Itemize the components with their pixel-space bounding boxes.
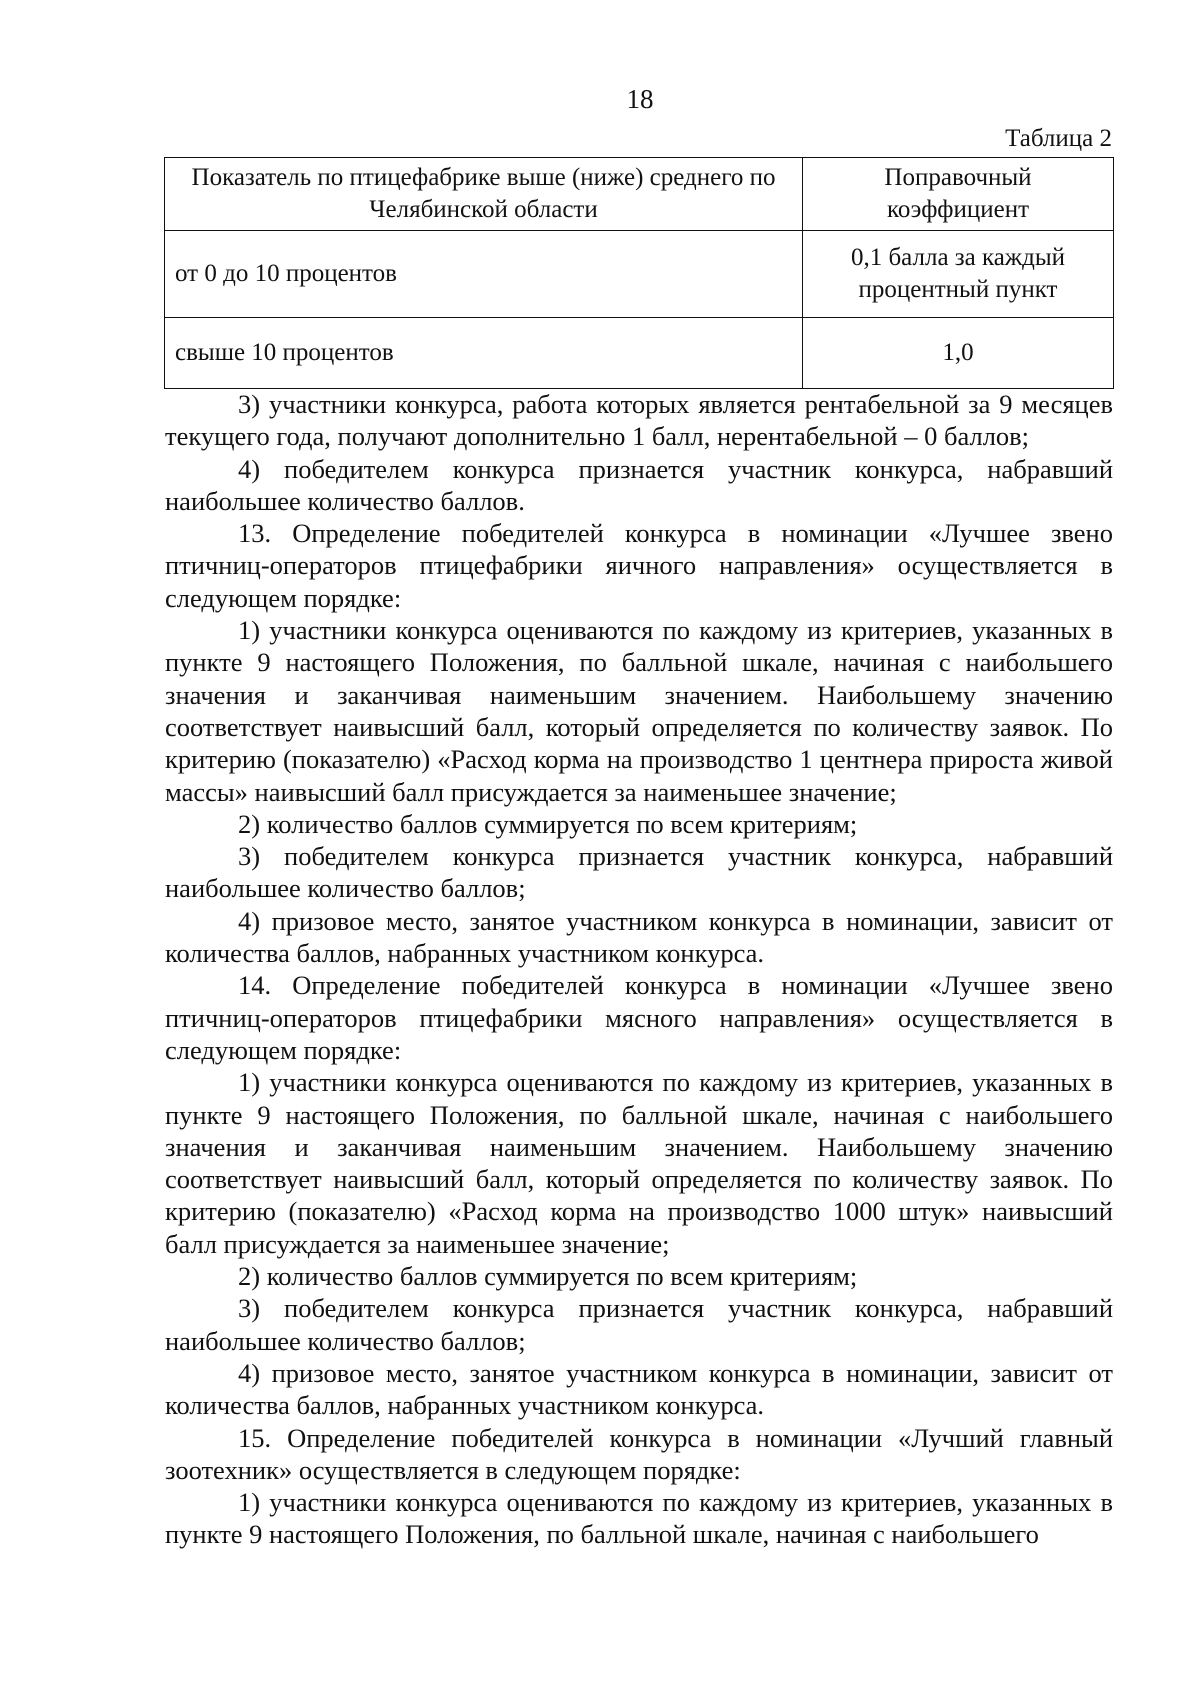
- table-header-coefficient: Поправочный коэффициент: [803, 158, 1114, 231]
- page-number: 18: [626, 84, 654, 114]
- table-cell: свыше 10 процентов: [165, 318, 803, 389]
- table-header-row: [165, 158, 1114, 231]
- paragraph: 4) победителем конкурса признается участник конкурса, набравший наибольшее количество баллов.: [165, 453, 1113, 516]
- table-cell: 1,0: [803, 318, 1114, 389]
- body-text: [165, 388, 1113, 1551]
- paragraph: 1) участники конкурса оцениваются по каждому из критериев, указанных в пункте 9 настоящего Положения, по балльной шкале, начиная с наибольшего: [165, 1487, 1113, 1550]
- coefficient-table: [164, 157, 1114, 389]
- paragraph: 3) победителем конкурса признается участник конкурса, набравший наибольшее количество баллов;: [165, 841, 1113, 904]
- paragraph: 4) призовое место, занятое участником конкурса в номинации, зависит от количества баллов, набранных участником конкурса.: [165, 1357, 1113, 1421]
- paragraph: 1) участники конкурса оцениваются по каждому из критериев, указанных в пункте 9 настоящего Положения, по балльной шкале, начиная с наибольшего значения и заканчивая наименьшим значением. Наибольшему значению соответствует наивысший балл, который определяется по количеству заявок. По критерию (показателю) «Расход корма на производство 1000 штук» наивысший балл присуждается за наименьшее значение;: [165, 1067, 1113, 1259]
- table-cell: от 0 до 10 процентов: [165, 231, 803, 318]
- paragraph: 2) количество баллов суммируется по всем критериям;: [238, 808, 858, 839]
- table-header-indicator: Показатель по птицефабрике выше (ниже) среднего по Челябинской области: [165, 158, 803, 231]
- table-cell: 0,1 балла за каждый процентный пункт: [803, 231, 1114, 318]
- table-row: [165, 318, 1114, 389]
- paragraph: 14. Определение победителей конкурса в номинации «Лучшее звено птичниц-операторов птицефабрики мясного направления» осуществляется в следующем порядке:: [165, 970, 1113, 1065]
- table-row: [165, 231, 1114, 318]
- paragraph: 3) победителем конкурса признается участник конкурса, набравший наибольшее количество баллов;: [165, 1293, 1113, 1356]
- paragraph: 3) участники конкурса, работа которых является рентабельной за 9 месяцев текущего года, получают дополнительно 1 балл, нерентабельной – 0 баллов;: [165, 389, 1113, 452]
- table-caption: Таблица 2: [1005, 125, 1112, 152]
- paragraph: 4) призовое место, занятое участником конкурса в номинации, зависит от количества баллов, набранных участником конкурса.: [165, 905, 1113, 969]
- paragraph: 1) участники конкурса оцениваются по каждому из критериев, указанных в пункте 9 настоящего Положения, по балльной шкале, начиная с наибольшего значения и заканчивая наименьшим значением. Наибольшему значению соответствует наивысший балл, который определяется по количеству заявок. По критерию (показателю) «Расход корма на производство 1 центнера прироста живой массы» наивысший балл присуждается за наименьшее значение;: [165, 615, 1113, 807]
- paragraph: 15. Определение победителей конкурса в номинации «Лучший главный зоотехник» осуществляется в следующем порядке:: [165, 1422, 1113, 1485]
- paragraph: 13. Определение победителей конкурса в номинации «Лучшее звено птичниц-операторов птицефабрики яичного направления» осуществляется в следующем порядке:: [165, 518, 1113, 613]
- paragraph: 2) количество баллов суммируется по всем критериям;: [238, 1261, 858, 1292]
